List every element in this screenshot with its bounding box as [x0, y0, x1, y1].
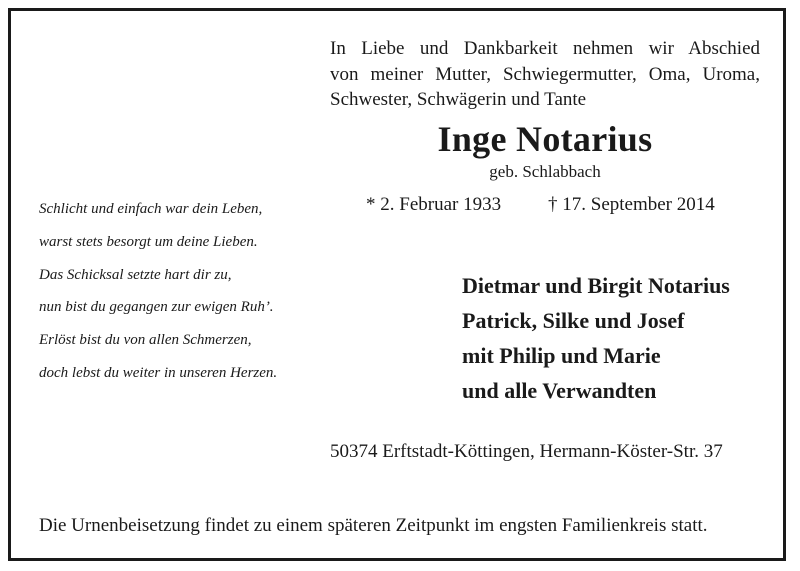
deceased-name: Inge Notarius	[437, 119, 653, 159]
mourner-line: Dietmar und Birgit Notarius	[462, 273, 730, 298]
intro-text	[330, 36, 760, 113]
intro-line: In Liebe und Dankbarkeit nehmen wir Abschied	[330, 38, 760, 59]
mourner-line: Patrick, Silke und Josef	[462, 308, 685, 333]
poem-line: Das Schicksal setzte hart dir zu,	[39, 266, 232, 283]
mourner-line: und alle Verwandten	[462, 378, 657, 403]
poem-line: nun bist du gegangen zur ewigen Ruh’.	[39, 299, 274, 316]
poem-line: warst stets besorgt um deine Lieben.	[39, 233, 258, 250]
intro-line: von meiner Mutter, Schwiegermutter, Oma, Uroma,	[330, 63, 760, 85]
poem-line: Schlicht und einfach war dein Leben,	[39, 201, 263, 217]
poem	[39, 193, 329, 390]
poem-line: doch lebst du weiter in unseren Herzen.	[39, 364, 278, 381]
mourners	[462, 268, 782, 408]
poem-line: Erlöst bist du von allen Schmerzen,	[39, 332, 252, 349]
birth-date: * 2. Februar 1933	[366, 194, 502, 215]
intro-line: Schwester, Schwägerin und Tante	[330, 89, 587, 110]
address: 50374 Erftstadt-Köttingen, Hermann-Köster-Str. 37	[330, 441, 723, 462]
death-date: † 17. September 2014	[548, 194, 715, 215]
mourner-line: mit Philip und Marie	[462, 343, 661, 368]
maiden-name: geb. Schlabbach	[489, 162, 601, 181]
burial-note: Die Urnenbeisetzung findet zu einem späteren Zeitpunkt im engsten Familienkreis statt.	[39, 515, 708, 536]
